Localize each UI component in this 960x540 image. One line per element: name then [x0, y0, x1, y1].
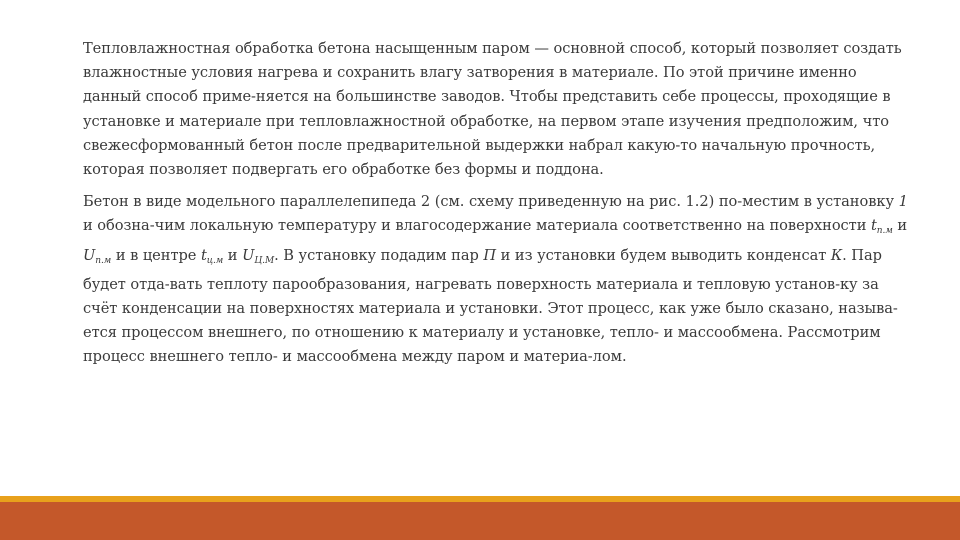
- subscript-surface: п.м: [876, 226, 893, 237]
- text-segment: и: [223, 246, 243, 264]
- subscript-center: ц.м: [206, 255, 224, 266]
- subscript-center: Ц.М: [254, 255, 275, 266]
- installation-ref: 1: [898, 193, 908, 211]
- steam-symbol: П: [483, 246, 497, 264]
- text-segment: и: [892, 217, 908, 235]
- condensate-symbol: К: [830, 246, 843, 264]
- slide-body: [83, 37, 915, 378]
- paragraph-process: [83, 190, 915, 369]
- text-segment: и из установки будем выводить конденсат: [496, 246, 831, 264]
- subscript-surface: п.м: [95, 255, 112, 266]
- temperature-symbol: t: [200, 246, 207, 264]
- text-segment: Бетон в виде модельного параллелепипеда 2 (см. схему приведенную на рис. 1.2) по-местим в установку: [83, 193, 899, 211]
- moisture-symbol: U: [83, 246, 96, 264]
- moisture-symbol: U: [242, 246, 255, 264]
- footer-bar: [0, 502, 960, 540]
- paragraph-intro: Тепловлажностная обработка бетона насыщенным паром — основной способ, который позволяет создать влажностные условия нагрева и сохранить влагу затворения в материале. По этой причине именно данный способ приме-няется на большинстве заводов. Чтобы представить себе процессы, проходящие в установке и материале при тепловлажностной обработке, на первом этапе изучения предположим, что свежесформованный бетон после предварительной выдержки набрал какую-то начальную прочность, которая позволяет подвергать его обработке без формы и поддона.: [83, 40, 902, 179]
- text-segment: . Пар будет отда-вать теплоту парообразования, нагревать поверхность материала и тепловую установ-ку за счёт конденсации на поверхностях материала и установки. Этот процесс, как уже было сказано, называ-ется процессом внешнего, по отношению к материалу и установке, тепло- и массообмена. Рассмотрим процесс внешнего тепло- и массообмена между паром и материа-лом.: [83, 246, 898, 366]
- temperature-symbol: t: [870, 217, 877, 235]
- text-segment: и в центре: [111, 246, 201, 264]
- text-segment: . В установку подадим пар: [274, 246, 484, 264]
- text-segment: и обозна-чим локальную температуру и влагосодержание материала соответственно на поверхности: [83, 217, 871, 235]
